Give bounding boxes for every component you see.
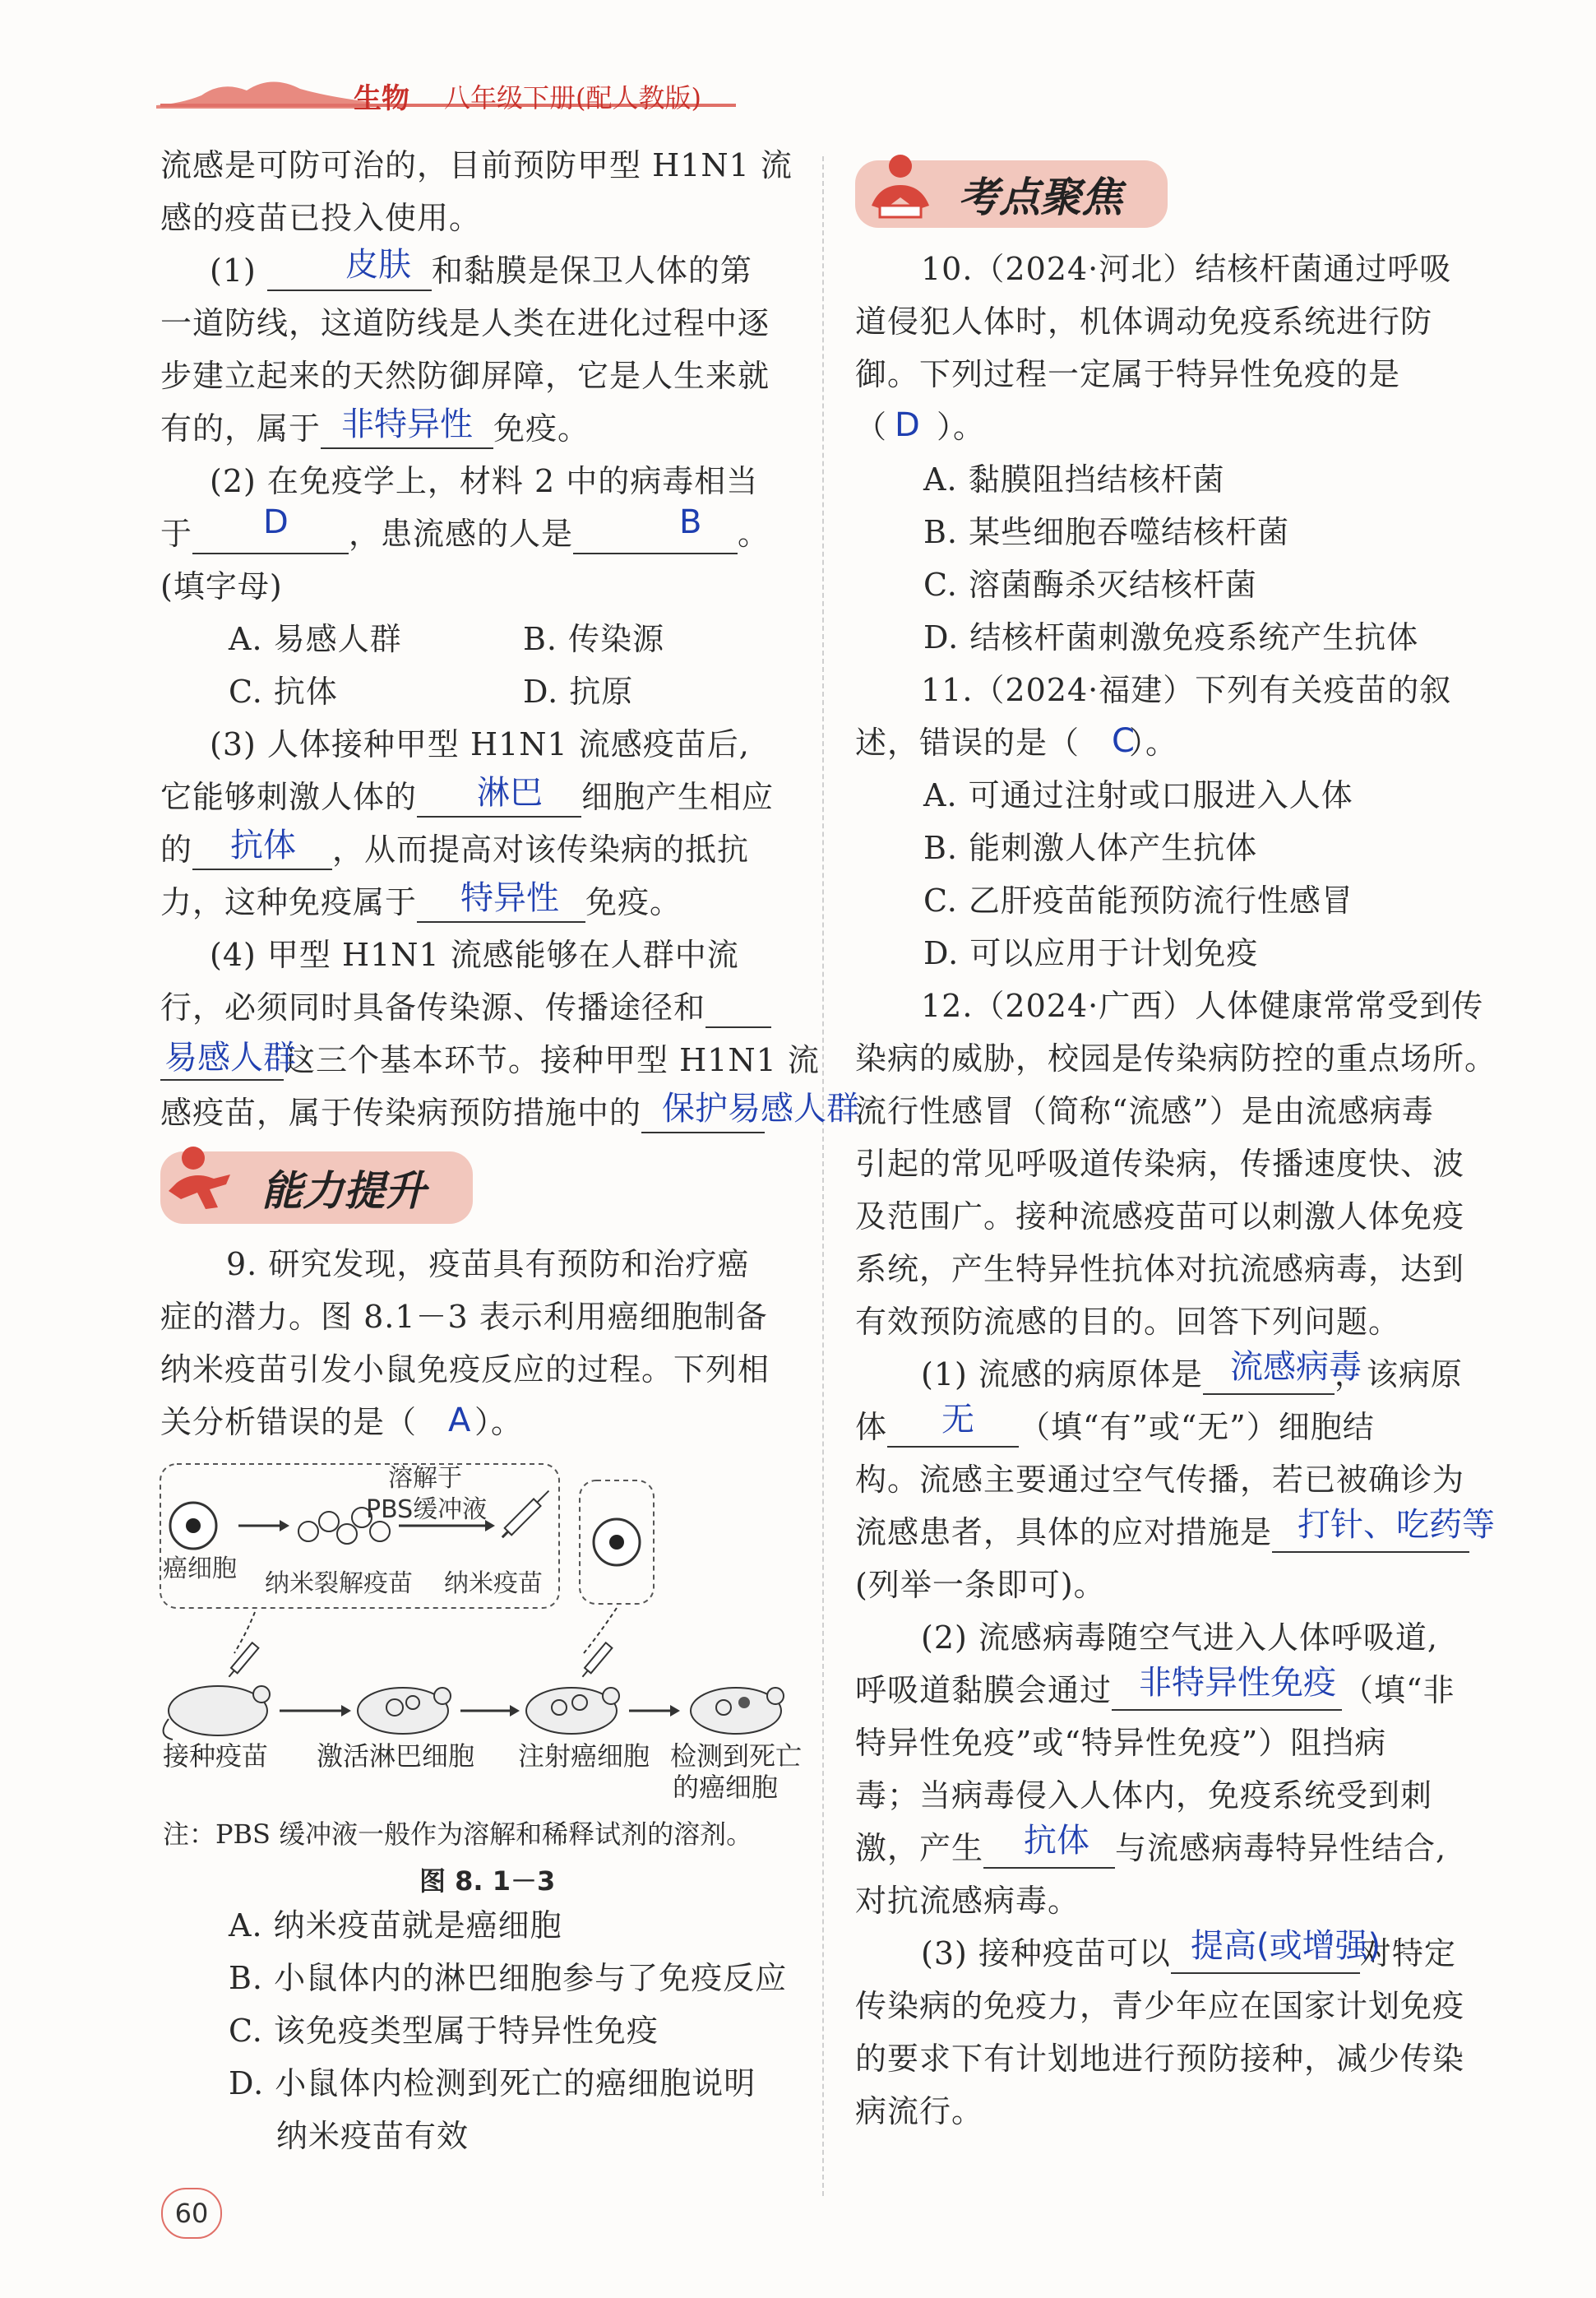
q12-s3-answer-1: 提高(或增强) — [1191, 1927, 1381, 1965]
q9-line-1: 9. 研究发现，疫苗具有预防和治疗癌 — [226, 1246, 750, 1282]
q12-s1-line-5: (列举一条即可)。 — [855, 1567, 1106, 1603]
q10-line-2: 道侵犯人体时，机体调动免疫系统进行防 — [855, 303, 1433, 340]
q12-s3-line-4: 病流行。 — [855, 2093, 984, 2129]
q1-line-4: 有的，属于 免疫。 — [160, 408, 590, 449]
q9-option-b: B. 小鼠体内的淋巴细胞参与了免疫反应 — [229, 1960, 788, 1996]
q1-answer-1: 皮肤 — [345, 246, 411, 284]
fig-label-cancer-cell: 癌细胞 — [163, 1554, 237, 1583]
q9-option-a: A. 纳米疫苗就是癌细胞 — [229, 1907, 562, 1944]
q2-option-c: C. 抗体 — [229, 674, 338, 710]
q12-s2-line-4: 毒；当病毒侵入人体内，免疫系统受到刺 — [855, 1777, 1433, 1814]
reader-icon — [855, 148, 946, 230]
fig-label-step1: 接种疫苗 — [163, 1740, 269, 1772]
figure-note: 注：PBS 缓冲液一般作为溶解和稀释试剂的溶剂。 — [163, 1818, 753, 1850]
ability-title: 能力提升 — [261, 1167, 426, 1215]
q11-line-1: 11.（2024·福建）下列有关疫苗的叙 — [921, 672, 1452, 708]
q2-answer-2: B — [679, 503, 702, 541]
fig-label-step4b: 的癌细胞 — [673, 1772, 779, 1803]
q12-s1-line-3: 构。流感主要通过空气传播，若已被确诊为 — [855, 1462, 1465, 1498]
q2-option-a: A. 易感人群 — [229, 621, 402, 657]
q12-s2-line-1: (2) 流感病毒随空气进入人体呼吸道, — [921, 1619, 1438, 1656]
q11-line-2: 述，错误的是（ ）。 — [855, 725, 1178, 761]
q12-s2-answer-1: 非特异性免疫 — [1139, 1664, 1336, 1702]
q12-s2-answer-2: 抗体 — [1024, 1822, 1089, 1860]
column-divider — [822, 156, 824, 2196]
q1-answer-2: 非特异性 — [341, 405, 473, 443]
q12-line-3: 流行性感冒（简称“流感”）是由流感病毒 — [855, 1093, 1434, 1129]
q9-line-3: 纳米疫苗引发小鼠免疫反应的过程。下列相 — [160, 1351, 770, 1388]
q2-answer-1: D — [263, 503, 289, 541]
q1-line-1: (1) 和黏膜是保卫人体的第 — [210, 250, 752, 291]
q12-s3-line-2: 传染病的免疫力，青少年应在国家计划免疫 — [855, 1988, 1465, 2024]
q3-answer-3: 特异性 — [460, 879, 559, 917]
q3-line-3: 的 ，从而提高对该传染病的抵抗 — [160, 829, 749, 870]
q10-answer: D — [895, 406, 920, 444]
q11-option-b: B. 能刺激人体产生抗体 — [923, 830, 1258, 866]
fig-label-step3: 注射癌细胞 — [518, 1740, 650, 1772]
q4-line-2: 行，必须同时具备传染源、传播途径和 — [160, 987, 771, 1028]
q12-s1-line-4: 流感患者，具体的应对措施是 — [855, 1512, 1469, 1553]
page-number: 60 — [161, 2188, 222, 2239]
fig-label-nano: 纳米疫苗 — [444, 1569, 543, 1598]
q2-option-d: D. 抗原 — [523, 674, 634, 710]
q4-blank-1[interactable] — [705, 990, 771, 1028]
q9-option-c: C. 该免疫类型属于特异性免疫 — [229, 2013, 659, 2049]
fig-label-dissolve1: 溶解于 — [388, 1464, 462, 1493]
q2-line-1: (2) 在免疫学上，材料 2 中的病毒相当 — [210, 463, 759, 499]
q9-line-4: 关分析错误的是（ ）。 — [160, 1404, 524, 1440]
q12-s2-line-6: 对抗流感病毒。 — [855, 1883, 1080, 1919]
q11-option-d: D. 可以应用于计划免疫 — [923, 935, 1259, 971]
runner-icon — [152, 1142, 251, 1224]
q12-line-2: 染病的威胁，校园是传染病防控的重点场所。 — [855, 1040, 1497, 1077]
q10-line-3: 御。下列过程一定属于特异性免疫的是 — [855, 356, 1401, 392]
q10-option-a: A. 黏膜阻挡结核杆菌 — [923, 461, 1225, 498]
q2-option-b: B. 传染源 — [523, 621, 665, 657]
q12-s1-answer-2: 无 — [941, 1401, 974, 1439]
q4-answer-2: 保护易感人群 — [662, 1090, 859, 1128]
q10-line-4: （ ）。 — [855, 409, 986, 445]
q12-s1-answer-3: 打针、吃药等 — [1298, 1506, 1495, 1544]
q3-line-4: 力，这种免疫属于 免疫。 — [160, 882, 682, 923]
q2-line-2: 于 ，患流感的人是 。 — [160, 513, 770, 554]
q11-option-a: A. 可通过注射或口服进入人体 — [923, 777, 1353, 813]
q3-answer-2: 抗体 — [230, 827, 296, 864]
q4-line-4: 感疫苗，属于传染病预防措施中的 — [160, 1092, 765, 1133]
q2-blank-2[interactable] — [573, 517, 738, 554]
q4-line-1: (4) 甲型 H1N1 流感能够在人群中流 — [210, 937, 739, 973]
q4-answer-1: 易感人群 — [164, 1039, 296, 1077]
q12-s1-line-1: (1) 流感的病原体是 ，该病原 — [921, 1354, 1463, 1395]
q12-s1-line-2: 体 （填“有”或“无”）细胞结 — [855, 1406, 1375, 1448]
q12-line-6: 系统，产生特异性抗体对抗流感病毒，达到 — [855, 1251, 1465, 1287]
mouse-1 — [164, 1686, 270, 1740]
q11-answer: C — [1112, 722, 1135, 760]
q12-s2-line-2: 呼吸道黏膜会通过 （填“非 — [855, 1670, 1455, 1711]
q12-s2-line-5: 激，产生 与流感病毒特异性结合, — [855, 1828, 1446, 1869]
header-book: 八年级下册(配人教版) — [444, 82, 701, 114]
q12-s2-line-3: 特异性免疫”或“特异性免疫”）阻挡病 — [855, 1725, 1387, 1761]
intro-line-2: 感的疫苗已投入使用。 — [160, 200, 482, 236]
q10-line-1: 10.（2024·河北）结核杆菌通过呼吸 — [921, 251, 1452, 287]
q9-answer: A — [448, 1402, 471, 1439]
q12-line-7: 有效预防流感的目的。回答下列问题。 — [855, 1304, 1401, 1340]
q3-answer-1: 淋巴 — [477, 774, 543, 812]
q12-s1-answer-1: 流感病毒 — [1230, 1348, 1362, 1386]
q9-option-d: D. 小鼠体内检测到死亡的癌细胞说明 — [229, 2065, 756, 2101]
q10-option-d: D. 结核杆菌刺激免疫系统产生抗体 — [923, 619, 1419, 656]
q12-line-5: 及范围广。接种流感疫苗可以刺激人体免疫 — [855, 1198, 1465, 1235]
q3-line-1: (3) 人体接种甲型 H1N1 流感疫苗后, — [210, 726, 750, 762]
q11-option-c: C. 乙肝疫苗能预防流行性感冒 — [923, 883, 1353, 919]
q2-line-3: (填字母) — [160, 568, 283, 605]
q12-line-1: 12.（2024·广西）人体健康常常受到传 — [921, 988, 1484, 1024]
fig-label-dissolve2: PBS缓冲液 — [366, 1495, 488, 1524]
q10-option-c: C. 溶菌酶杀灭结核杆菌 — [923, 567, 1257, 603]
focus-title: 考点聚焦 — [958, 174, 1122, 221]
fig-label-step4a: 检测到死亡 — [670, 1740, 803, 1772]
q12-s3-line-1: (3) 接种疫苗可以 对特定 — [921, 1933, 1456, 1974]
header-subject: 生物 — [354, 82, 409, 115]
q1-line-2: 一道防线，这道防线是人类在进化过程中逐 — [160, 305, 770, 341]
fig-label-lysate: 纳米裂解疫苗 — [265, 1569, 413, 1598]
q10-option-b: B. 某些细胞吞噬结核杆菌 — [923, 514, 1290, 550]
q9-line-2: 症的潜力。图 8.1－3 表示利用癌细胞制备 — [160, 1299, 768, 1335]
q12-s3-line-3: 的要求下有计划地进行预防接种，减少传染 — [855, 2041, 1465, 2077]
q12-line-4: 引起的常见呼吸道传染病，传播速度快、波 — [855, 1146, 1465, 1182]
q9-option-d-cont: 纳米疫苗有效 — [276, 2118, 470, 2154]
q3-line-2: 它能够刺激人体的 细胞产生相应 — [160, 776, 774, 818]
figure-caption: 图 8. 1－3 — [419, 1865, 556, 1897]
intro-line-1: 流感是可防可治的，目前预防甲型 H1N1 流 — [160, 147, 793, 183]
q4-line-3: 这三个基本环节。接种甲型 H1N1 流 — [160, 1040, 820, 1081]
q1-line-3: 步建立起来的天然防御屏障，它是人生来就 — [160, 358, 770, 394]
fig-label-step2: 激活淋巴细胞 — [317, 1740, 475, 1772]
